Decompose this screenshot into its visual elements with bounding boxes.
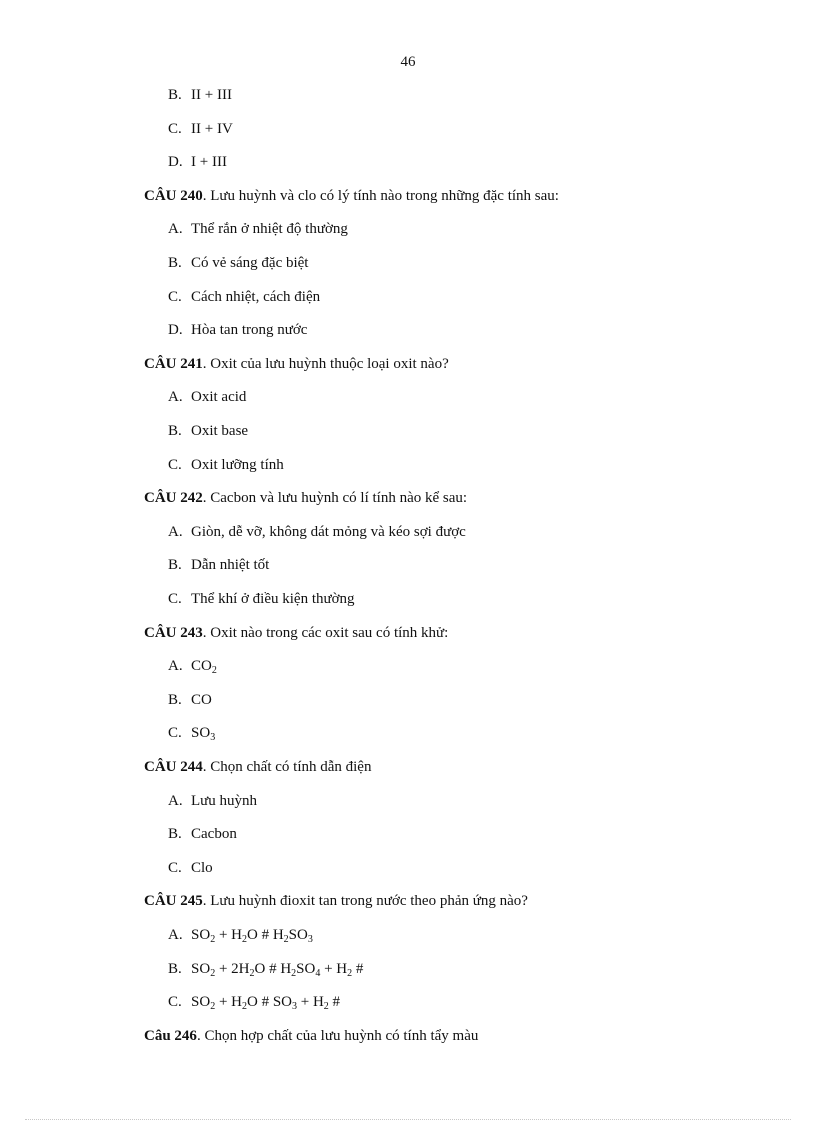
option-letter: A. xyxy=(168,523,183,540)
option-text: Thể rắn ở nhiệt độ thường xyxy=(191,221,348,238)
option-text: $SO_2 + H_2O$ # $H_2SO_3$ xyxy=(191,927,313,945)
option-letter: D. xyxy=(168,154,183,171)
option-letter: C. xyxy=(168,456,182,473)
option-text: Oxit acid xyxy=(191,389,247,406)
question-number: CÂU 240 xyxy=(144,187,203,204)
answer-option xyxy=(168,589,355,609)
option-text: Dẫn nhiệt tốt xyxy=(191,557,270,574)
option-text: Hòa tan trong nước xyxy=(191,322,308,339)
option-letter: A. xyxy=(168,927,183,943)
answer-option xyxy=(168,320,307,340)
answer-option xyxy=(168,421,248,441)
option-text: CO xyxy=(191,691,212,708)
option-letter: C. xyxy=(168,288,182,305)
question-number: CÂU 244 xyxy=(144,759,203,775)
question-text: . Oxit nào trong các oxit sau có tính khử: xyxy=(202,624,449,641)
answer-option xyxy=(168,555,269,575)
option-text: $SO_2 + H_2O$ # $SO_3 + H_2$ # xyxy=(191,994,341,1013)
option-text: Oxit lưỡng tính xyxy=(191,456,284,473)
question-text: . Cacbon và lưu huỳnh có lí tính nào kể sau: xyxy=(202,490,468,507)
option-text: Lưu huỳnh xyxy=(191,792,258,809)
answer-option xyxy=(168,925,313,945)
question-number: CÂU 243 xyxy=(144,624,203,641)
question-text: . Chọn chất có tính dẫn điện xyxy=(202,759,372,775)
option-letter: C. xyxy=(168,591,182,607)
answer-option xyxy=(168,253,308,273)
answer-option xyxy=(168,119,233,139)
answer-option xyxy=(168,522,466,542)
question-text: . Lưu huỳnh đioxit tan trong nước theo phản ứng nào? xyxy=(202,893,528,910)
option-text: Cacbon xyxy=(191,826,237,843)
question-line xyxy=(144,757,371,777)
option-text: Thể khí ở điều kiện thường xyxy=(191,591,355,607)
option-text: Oxit base xyxy=(191,423,249,439)
option-text: I + III xyxy=(191,154,227,171)
option-letter: A. xyxy=(168,389,183,406)
question-number: Câu 246 xyxy=(144,1027,197,1044)
question-line xyxy=(144,623,448,643)
question-text: . Lưu huỳnh và clo có lý tính nào trong những đặc tính sau: xyxy=(202,187,559,204)
option-text: $SO_2 + 2H_2O$ # $H_2SO_4 + H_2$ # xyxy=(191,960,364,979)
answer-option xyxy=(168,824,237,844)
option-letter: B. xyxy=(168,255,182,271)
answer-option xyxy=(168,287,320,307)
option-letter: B. xyxy=(168,87,182,103)
question-number: CÂU 242 xyxy=(144,490,203,507)
answer-option xyxy=(168,723,215,743)
option-letter: B. xyxy=(168,691,182,708)
option-letter: B. xyxy=(168,423,182,439)
answer-option xyxy=(168,656,217,676)
option-letter: B. xyxy=(168,826,182,843)
question-line xyxy=(144,891,528,911)
option-text: Cách nhiệt, cách điện xyxy=(191,288,321,305)
option-text: $CO_2$ xyxy=(191,658,217,677)
page-number: 46 xyxy=(400,54,416,70)
option-letter: C. xyxy=(168,859,182,876)
answer-option xyxy=(168,85,232,105)
question-line xyxy=(144,186,559,206)
question-text: . Chọn hợp chất của lưu huỳnh có tính tẩy màu xyxy=(196,1027,479,1044)
answer-option xyxy=(168,858,213,878)
option-text: Clo xyxy=(191,859,213,876)
answer-option xyxy=(168,152,227,172)
answer-option xyxy=(168,690,212,710)
option-letter: C. xyxy=(168,725,182,742)
option-letter: A. xyxy=(168,792,183,809)
option-letter: A. xyxy=(168,221,183,238)
question-line xyxy=(144,1026,478,1046)
question-text: . Oxit của lưu huỳnh thuộc loại oxit nào? xyxy=(202,355,449,372)
option-letter: B. xyxy=(168,960,182,977)
option-letter: A. xyxy=(168,658,183,675)
option-text: $SO_3$ xyxy=(191,725,216,744)
page-bottom-rule xyxy=(25,1119,791,1120)
answer-option xyxy=(168,959,363,979)
option-letter: B. xyxy=(168,557,182,574)
option-letter: D. xyxy=(168,322,183,339)
question-line xyxy=(144,488,467,508)
option-text: II + III xyxy=(191,87,232,103)
answer-option xyxy=(168,455,284,475)
question-number: CÂU 245 xyxy=(144,893,203,910)
question-number: CÂU 241 xyxy=(144,355,203,372)
question-line xyxy=(144,354,449,374)
answer-option xyxy=(168,992,340,1012)
option-text: Có vẻ sáng đặc biệt xyxy=(191,255,309,271)
option-text: Giòn, dễ vỡ, không dát mỏng và kéo sợi được xyxy=(191,523,466,540)
option-letter: C. xyxy=(168,120,182,137)
option-letter: C. xyxy=(168,994,182,1011)
option-text: II + IV xyxy=(191,120,233,137)
answer-option xyxy=(168,387,246,407)
answer-option xyxy=(168,219,348,239)
answer-option xyxy=(168,791,257,811)
